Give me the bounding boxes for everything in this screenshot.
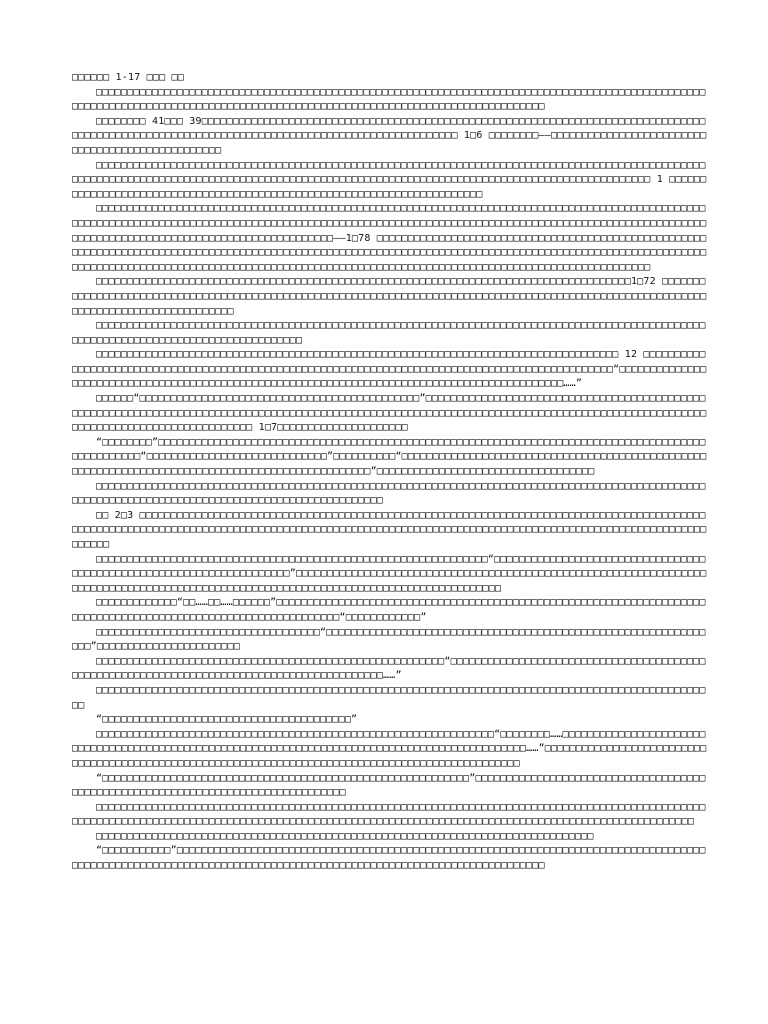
paragraph: □□□□□□□□□□□□□□□□□□□□□□□□□□□□□□□□□□□□“□□□□□□□□□□□□□□□□□□□□□□□□□□□□□□□□□□□□□□□□□□□□□□□□□□□□□□□□□□□□□□□□”□□□□□□□□□□□□□□□□□□□□□□□ [72, 626, 706, 653]
paragraph: □□□□□□□□□□□□□□□□□□□□□□□□□□□□□□□□□□□□□□□□□□□□□□□□□□□□□□□□□□□□□□□□□□□□□□□□□□□□□□□□ [96, 830, 594, 842]
paragraph: □□□□□□□□□□□□□□□□□□□□□□□□□□□□□□□□□□□□□□□□□□□□□□□□□□□□□□□□□□□□□□□□□□□□□□□□□□□□□□□□□□□□□□□□□□□□□□□□□□□□ [72, 684, 706, 711]
paragraph: □□□□□□□□□□□□□□□□□□□□□□□□□□□□□□□□□□□□□□□□□□□□□□□□□□□□□□□□□□□□□□□□□□□□□□□□□□□□□□□□□□□□□□□□□□□□□□□□□□□□□□□□□□□□□□□□□□□□□□□□□□□□□□□□□□□□□□□□□□□□□□□□□□□□□□□□□□□□□□□□□□□□□□□□□□□□□□□□□□□□□□□□□□□□□□□□□□□□□□ [72, 801, 706, 828]
paragraph: “□□□□□□□□□□□”□□□□□□□□□□□□□□□□□□□□□□□□□□□□□□□□□□□□□□□□□□□□□□□□□□□□□□□□□□□□□□□□□□□□□□□□□□□□□□□□□□□□□□□□□□□□□□□□□□□□□□□□□□□□□□□□□□□□□□□□□□□□□□□□□□□□□□□□□□□□□□□□□□□□□□□□□□□□□□□□□ [72, 845, 706, 872]
paragraph: □□□□□□□□□□□□□□□□□□□□□□□□□□□□□□□□□□□□□□□□□□□□□□□□□□□□□□□□□□□□□□□□□□□□□□□□□□□□□□□□□□□□□□□□□□□□□□□□□□□□□□□□□□□□□□□□□□□□□□□□□□□□□□□□□□□□□□□□□□□□□□□□□□□□□□□□□□□□□□□□□□□□□□□□□□□□□□ [72, 86, 706, 113]
paragraph: □□□□□□□□□□□□□□□□□□□□□□□□□□□□□□□□□□□□□□□□□□□□□□□□□□□□□□□□□□□□□□□□“□□□□□□□□……□□□□□□□□□□□□□□□□□□□□□□□□□□□□□□□□□□□□□□□□□□□□□□□□□□□□□□□□□□□□□□□□□□□□□□□□□□□□□□□□□□□□□□□□□□□□□□□□……”□□□□□□□□□□□□□□□□□□□□□□□□□□□□□□□□□□□□□□□□□□□□□□□□□□□□□□□□□□□□□□□□□□□□□□□□□□□□□□□□□□□□□□□□□□□□□□□□□□ [72, 728, 707, 769]
paragraph: □□□□□□□□□□□□□□□□□□□□□□□□□□□□□□□□□□□□□□□□□□□□□□□□□□□□□□□□“□□□□□□□□□□□□□□□□□□□□□□□□□□□□□□□□□□□□□□□□□□□□□□□□□□□□□□□□□□□□□□□□□□□□□□□□□□□□□□□□□□□□□□□□□□□……” [72, 655, 706, 682]
paragraph: “□□□□□□□□□□□□□□□□□□□□□□□□□□□□□□□□□□□□□□□□□□□□□□□□□□□□□□□□□□□”□□□□□□□□□□□□□□□□□□□□□□□□□□□□□□□□□□□□□□□□□□□□□□□□□□□□□□□□□□□□□□□□□□□□□□□□□□□□□□□□□ [72, 772, 706, 799]
paragraph: □□□□□□□□□□□□□□□□□□□□□□□□□□□□□□□□□□□□□□□□□□□□□□□□□□□□□□□□□□□□□□□□□□□□□□□□□□□□□□□□□□□□□□□□□□□□□□□□□□□□□□□□□□□□□□□□□□□□□□□□□□□□□□□□□□□□□□□ [72, 320, 706, 346]
paragraph: □□□□□□“□□□□□□□□□□□□□□□□□□□□□□□□□□□□□□□□□□□□□□□□□□□□□”□□□□□□□□□□□□□□□□□□□□□□□□□□□□□□□□□□□□□□□□□□□□□□□□□□□□□□□□□□□□□□□□□□□□□□□□□□□□□□□□□□□□□□□□□□□□□□□□□□□□□□□□□□□□□□□□□□□□□□□□□□□□□□□□□□□□□□□□□□□□□□□□□□□□□□□□□□□□□□□□□□□□□□□□□□□□□□□□ 1□7□□□□□□□□□□□□□□□□□□□□□ [72, 393, 707, 434]
paragraph: □□□□□□□□ 41□□□ 39□□□□□□□□□□□□□□□□□□□□□□□□□□□□□□□□□□□□□□□□□□□□□□□□□□□□□□□□□□□□□□□□□□□□□□□□□□□□□□□□□□□□□□□□□□□□□□□□□□□□□□□□□□□□□□□□□□□□□□□□□□□□□□□□□□□□□□□□□□□□□□□ 1□6 □□□□□□□□——□□□□□□□□□□□□□□□□□□□□□□□□□□□□□□□□□□□□□□□□□□□□□□□□□ [72, 115, 707, 156]
paragraph: □□□□□□□□□□□□□□□□□□□□□□□□□□□□□□□□□□□□□□□□□□□□□□□□□□□□□□□□□□□□□□□□□□□□□□□□□□□□□□□□□□□□□□1□72 □□□□□□□□□□□□□□□□□□□□□□□□□□□□□□□□□□□□□□□□□□□□□□□□□□□□□□□□□□□□□□□□□□□□□□□□□□□□□□□□□□□□□□□□□□□□□□□□□□□□□□□□□□□□□□□□□□□□□□□□□□□□□□□□□□□□□□□ [72, 276, 707, 317]
document-page [72, 71, 708, 874]
paragraph: □□□□□□□□□□□□□□□□□□□□□□□□□□□□□□□□□□□□□□□□□□□□□□□□□□□□□□□□□□□□□□□□□□□□□□□□□□□□□□□□□□□□□□□□□□□□□□□□□□□□□□□□□□□□□□□□□□□□□□□□□□□□□□□□□□□□□□□□□□□□□□□□□□□□□□□□□□□□□□□□□□□□□□□□□□□□□□□□□□□□□□□□□□□□□□□ 1 □□□□□□□□□□□□□□□□□□□□□□□□□□□□□□□□□□□□□□□□□□□□□□□□□□□□□□□□□□□□□□□□□□□□□□□□ [72, 159, 707, 200]
paragraph: □□□□□□□□□□□□□□□□□□□□□□□□□□□□□□□□□□□□□□□□□□□□□□□□□□□□□□□□□□□□□□□□□□□□□□□□□□□□□□□□□□□□ 12 □□□□□□□□□□□□□□□□□□□□□□□□□□□□□□□□□□□□□□□□□□□□□□□□□□□□□□□□□□□□□□□□□□□□□□□□□□□□□□□□□□□□□□□□□□□□□□□□□“□□□□□□□□□□□□□□□□□□□□□□□□□□□□□□□□□□□□□□□□□□□□□□□□□□□□□□□□□□□□□□□□□□□□□□□□□□□□□□□□□□□□□□□□□□□□□……” [72, 349, 707, 390]
paragraph: “□□□□□□□□□□□□□□□□□□□□□□□□□□□□□□□□□□□□□□□□” [96, 714, 358, 726]
paragraph: “□□□□□□□□”□□□□□□□□□□□□□□□□□□□□□□□□□□□□□□□□□□□□□□□□□□□□□□□□□□□□□□□□□□□□□□□□□□□□□□□□□□□□□□□□□□□□□□□□□□□□□□□□□□□“□□□□□□□□□□□□□□□□□□□□□□□□□□□□□”□□□□□□□□□□“□□□□□□□□□□□□□□□□□□□□□□□□□□□□□□□□□□□□□□□□□□□□□□□□□□□□□□□□□□□□□□□□□□□□□□□□□□□□□□□□□□□□□□□□□□□□□□□□□”□□□□□□□□□□□□□□□□□□□□□□□□□□□□□□□□□□□ [72, 436, 707, 478]
paragraph: □□□□□□□□□□□□□□□□□□□□□□□□□□□□□□□□□□□□□□□□□□□□□□□□□□□□□□□□□□□□□□□“□□□□□□□□□□□□□□□□□□□□□□□□□□□□□□□□□□□□□□□□□□□□□□□□□□□□□□□□□□□□□□□□□□□□□”□□□□□□□□□□□□□□□□□□□□□□□□□□□□□□□□□□□□□□□□□□□□□□□□□□□□□□□□□□□□□□□□□□□□□□□□□□□□□□□□□□□□□□□□□□□□□□□□□□□□□□□□□□□□□□□□□□□□□□□□□□□□□□□□□□□□□□□ [72, 553, 707, 594]
paragraph: □□ 2□3 □□□□□□□□□□□□□□□□□□□□□□□□□□□□□□□□□□□□□□□□□□□□□□□□□□□□□□□□□□□□□□□□□□□□□□□□□□□□□□□□□□□□□□□□□□□□□□□□□□□□□□□□□□□□□□□□□□□□□□□□□□□□□□□□□□□□□□□□□□□□□□□□□□□□□□□□□□□□□□□□□□□□□□□□□□□□□□□□□□□□□□□□□□□□□□□□□□□□□□□ [72, 509, 707, 550]
document-heading: □□□□□□ 1-17 □□□ □□ [72, 72, 184, 83]
paragraph: □□□□□□□□□□□□□□□□□□□□□□□□□□□□□□□□□□□□□□□□□□□□□□□□□□□□□□□□□□□□□□□□□□□□□□□□□□□□□□□□□□□□□□□□□□□□□□□□□□□□□□□□□□□□□□□□□□□□□□□□□□□□□□□□□□□□□□□□□□□□□□□□□□□□□□□□□□□□□□□□□□□□□□□□□□□□□□□□□□□□□□□□□□□□□□□□□□□□□□□□□□□□□□□□□□□□□□□□□□□□□□□□□□□□□□□□□□□□□□□□□□——1□78 □□□□□□□□□□□□□□□□□□□□□□□□□□□□□□□□□□□□□□□□□□□□□□□□□□□□□□□□□□□□□□□□□□□□□□□□□□□□□□□□□□□□□□□□□□□□□□□□□□□□□□□□□□□□□□□□□□□□□□□□□□□□□□□□□□□□□□□□□□□□□□□□□□□□□□□□□□□□□□□□□□□□□□□□□□□□□□□□□□□□□□□□□□□□□□□□□□□□□□□□□□□□□□□□□□□□□□□□□□□□□□□□□□□□□□□□□□□□□□□□□□□□□□□□ [72, 203, 707, 273]
paragraph-list [72, 86, 708, 874]
paragraph: □□□□□□□□□□□□□□□□□□□□□□□□□□□□□□□□□□□□□□□□□□□□□□□□□□□□□□□□□□□□□□□□□□□□□□□□□□□□□□□□□□□□□□□□□□□□□□□□□□□□□□□□□□□□□□□□□□□□□□□□□□□□□□□□□□□□□□□□□□□□□□□□□□□□ [72, 480, 706, 507]
paragraph: □□□□□□□□□□□□□“□□……□□……□□□□□□”□□□□□□□□□□□□□□□□□□□□□□□□□□□□□□□□□□□□□□□□□□□□□□□□□□□□□□□□□□□□□□□□□□□□□□□□□□□□□□□□□□□□□□□□□□□□□□□□□□□□□□□□□□□□□□□□“□□□□□□□□□□□□” [72, 597, 706, 623]
